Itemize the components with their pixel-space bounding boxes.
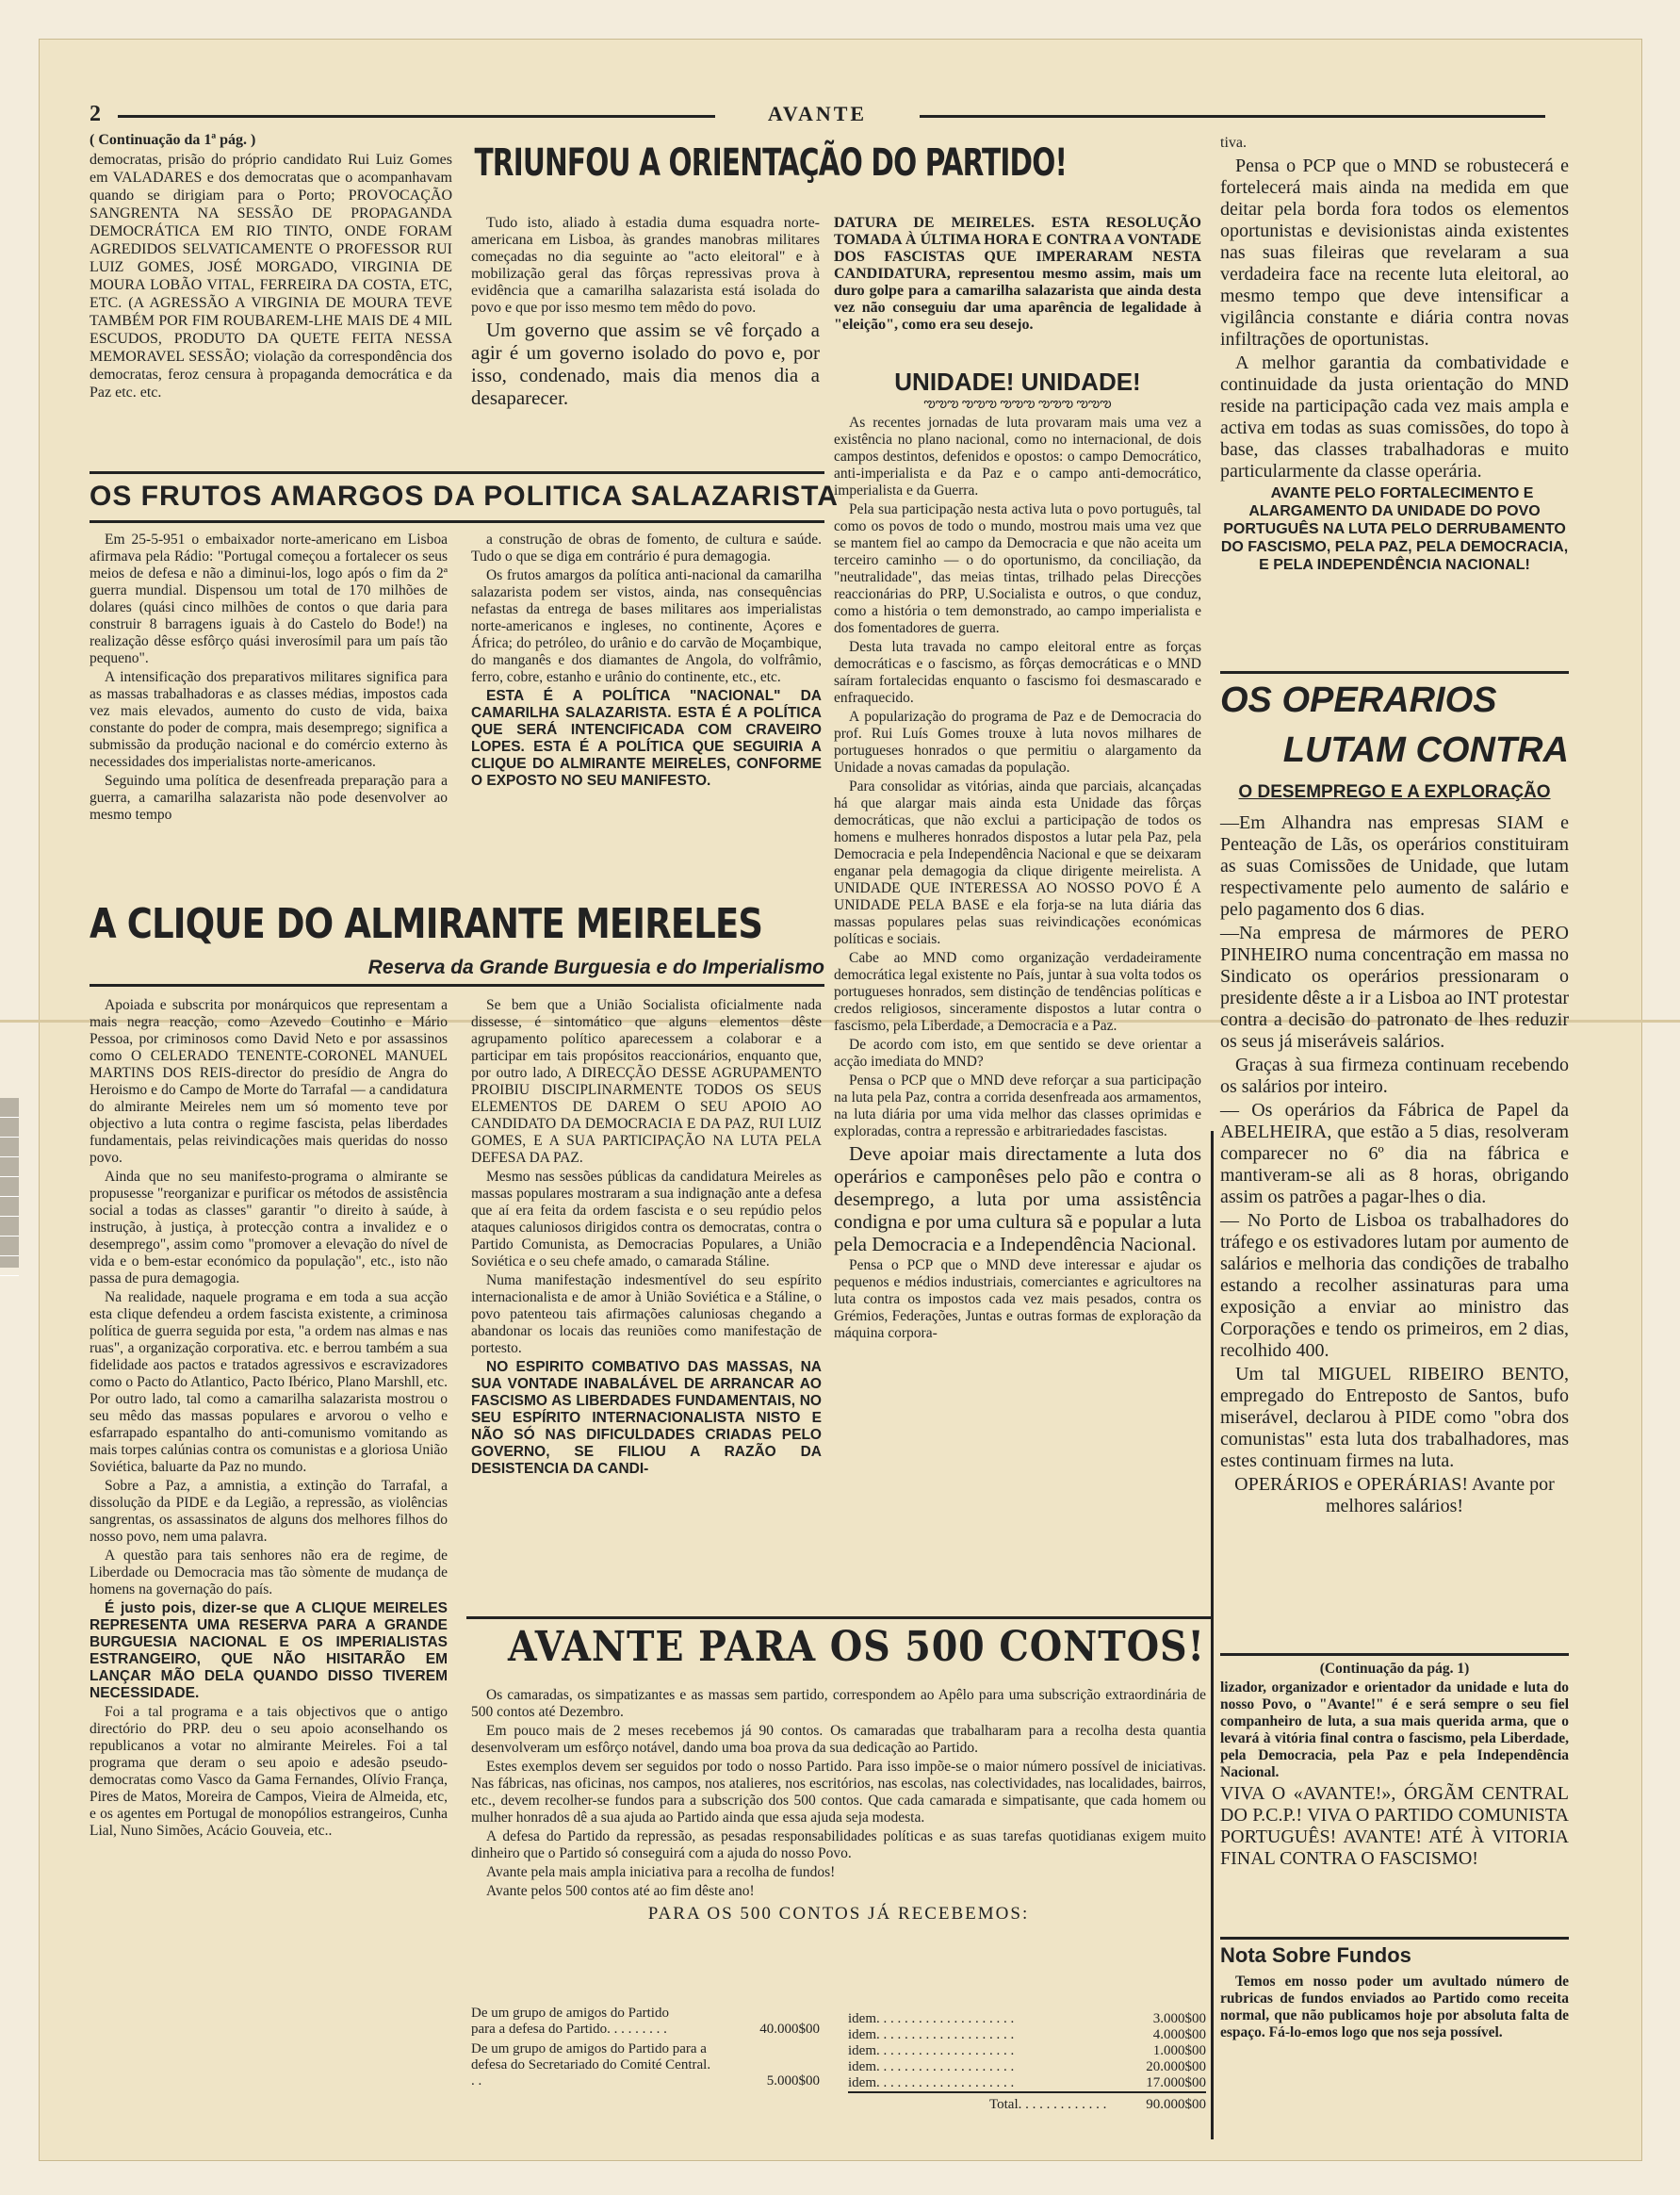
clique-col2 [471,997,822,1480]
total-label: Total. . . . . . . . . . . . . [989,2097,1107,2112]
total-row [848,2097,1206,2113]
unidade-p3: Desta luta travada no campo eleitoral entre as forças democráticas e o fascismo, as fôrças democráticas e o MND saíram fortalecidas enquanto o fascismo foi desmascarado e enfraquecido. [834,639,1201,706]
contos-received-title: PARA OS 500 CONTOS JÁ RECEBEMOS: [647,1904,1030,1924]
idem-amount: 3.000$00 [1152,2011,1206,2026]
idem-amount: 17.000$00 [1146,2075,1206,2090]
contos-p6: Avante pelos 500 contos até ao fim dêste ano! [486,1883,755,1899]
operarios-subhead: O DESEMPREGO E A EXPLORAÇÃO [1238,782,1551,802]
contos-p4: A defesa do Partido da repressão, as pesadas responsabilidades políticas e as suas tarefas quotidianas exigem muito dinheiro que o Partido só conseguirá com a ajuda do nosso Povo. [471,1828,1206,1861]
unidade-p9: Deve apoiar mais directamente a luta dos operários e camponêses pelo pão e contra o desemprego, a luta por uma assistência condigna e por uma cultura sã e popular a luta pela Democracia e a Independência Nacional. [834,1142,1201,1255]
clique-col1 [90,997,448,1842]
continuacao-column [1220,1661,1569,1872]
clique-subhead: Reserva da Grande Burguesia e do Imperialismo [367,957,824,978]
operarios-p1: —Em Alhandra nas empresas SIAM e Penteação de Lãs, os operários constituiram as suas Comissões de Unidade, que lutam respectivamente pelo aumento de salário e pelo pagamento dos 6 dias. [1220,812,1569,920]
scale-strip [0,1098,19,1268]
frutos-headline: OS FRUTOS AMARGOS DA POLITICA SALAZARISTA [90,481,839,512]
operarios-rule-top [1220,671,1569,674]
right-top-p2: A melhor garantia da combatividade e continuidade da justa orientação do MND reside na participação cada vez mais ampla e activa em todas as suas comissões, do topo à base, das classes trabalhadoras e muito particularmente da classe operária. [1220,352,1569,482]
left-top-article [90,132,452,403]
idem-label: idem. . . . . . . . . . . . . . . . . . . . [848,2059,1015,2074]
right-top-slogan: AVANTE PELO FORTALECIMENTO E ALARGAMENTO DA UNIDADE DO POVO PORTUGUÊS NA LUTA PELO DERRUBAMENTO DO FASCISMO, PELA PAZ, PELA DEMOCRACIA, E PELA INDEPENDÊNCIA NACIONAL! [1220,485,1569,573]
triunfou-col2-text: DATURA DE MEIRELES. ESTA RESOLUÇÃO TOMADA À ÚLTIMA HORA E CONTRA A VONTADE DOS FASCISTAS QUE IMPERARAM NESTA CANDIDATURA, representou mesmo assim, mais um duro golpe para a camarilha salazarista que ainda desta vez não conseguiu dar uma aparência de legalidade à "eleição", como era seu desejo. [834,215,1201,333]
clique-c2-p3: Numa manifestação indesmentível do seu espírito internacionalista e de amor à União Soviética e a Stáline, o povo patenteou tais afirmações caluniosas chegando a abandonar os locais das reuniões como manifestação de portesto. [471,1272,822,1356]
unidade-p10: Pensa o PCP que o MND deve interessar e ajudar os pequenos e médios industriais, comerciantes e agricultores na luta contra os impostos cada vez mais pesados, contra os Grémios, Federações, Juntas e outras formas de exploração da máquina corpora- [834,1257,1201,1341]
contos-p5: Avante pela mais ampla iniciativa para a recolha de fundos! [486,1864,836,1880]
donor-amount: 40.000$00 [759,2022,820,2037]
contos-headline: AVANTE PARA OS 500 CONTOS! [508,1623,1205,1671]
idem-amount: 1.000$00 [1152,2043,1206,2058]
contos-p3: Estes exemplos devem ser seguidos por todo o nosso Partido. Para isso impõe-se o maior número possível de iniciativas. Nas fábricas, nas oficinas, nos campos, nos atalieres, nos escritórios, nas escolas, nas colectividades, nas localidades, bairros, etc., devem recolher-se fundos para a subscrição dos 500 contos. Que cada camarada e simpatisante, que cada homem ou mulher honrados dê a sua ajuda ao Partido ainda que essa ajuda seja modesta. [471,1759,1206,1826]
idem-row [848,2027,1206,2043]
frutos-c2-bold: ESTA É A POLÍTICA "NACIONAL" DA CAMARILHA SALAZARISTA. ESTA É A POLÍTICA QUE SERÁ INTENCIFICADA COM CRAVEIRO LOPES. ESTA É A POLÍTICA QUE SEGUIRIA A CLIQUE DO ALMIRANTE MEIRELES, CONFORME O EXPOSTO NO SEU MANIFESTO. [471,688,822,789]
frutos-rule-bottom [90,520,824,523]
nota-rule [1220,1937,1569,1940]
contos-idem [848,2011,1206,2113]
unidade-p4: A popularização do programa de Paz e de Democracia do prof. Rui Luís Gomes trouxe à luta novos milhares de portugueses honrados o que permitiu o alargamento da Unidade a novas camadas da população. [834,709,1201,776]
continuation-label: ( Continuação da 1ª pág. ) [90,132,256,148]
clique-rule [90,984,824,987]
clique-c1-p2: Ainda que no seu manifesto-programa o almirante se propusesse "reorganizar e purificar os métodos de assistência social a todas as classes" garantir "o direito à saúde, à instrução, à justiça, à protecção contra a invalidez e o desemprego", assim como "promover a elevação do nível de vida e o bem-estar económico da população", etc., isto não passa de pura demagogia. [90,1169,448,1286]
triunfou-col2 [834,215,1201,336]
total-amount: 90.000$00 [1146,2097,1206,2112]
clique-c1-p3: Na realidade, naquele programa e em toda a sua acção esta clique defendeu a ordem fascista existente, a criminosa política de guerra seguida por esta, "a ordem nas almas e nas ruas", a organização corporativa. etc. e berrou também a sua fidelidade aos pactos e tratados agressivos e escravizadores como o Pacto do Atlantico, Pacto Ibérico, Plano Marshll, etc. Por outro lado, tal como a camarilha salazarista mostrou o seu mêdo das massas populares e arvorou o velho e esfarrapado espantalho do anti-comunismo vomitando as mais torpes calúnias contra os comunistas e a gloriosa União Soviética, baluarte da Paz no mundo. [90,1289,448,1475]
unidade-p8: Pensa o PCP que o MND deve reforçar a sua participação na luta pela Paz, contra a corrida desenfreada aos armamentos, na luta diária por uma vida melhor das classes oprimidas e exploradas, contra a repressão e arbitrariedades fascistas. [834,1073,1201,1139]
operarios-p5: — No Porto de Lisboa os trabalhadores do tráfego e os estivadores lutam por aumento de salários e melhoria das condições de trabalho estando a recolher assinaturas para uma exposição a enviar ao ministro das Corporações e tendo os primeiros, em 2 dias, recolhido 400. [1220,1210,1569,1361]
idem-amount: 20.000$00 [1146,2059,1206,2074]
clique-c2-p2: Mesmo nas sessões públicas da candidatura Meireles as massas populares mostraram a sua indignação ante a defesa que aí era feita da ordem fascista e o seu repúdio pelos ataques caluniosos dirigidos contra os democratas, contra o Partido Comunista, as Democracias Populares, a União Soviética e o seu chefe amado, o camarada Stáline. [471,1169,822,1269]
unidade-p6: Cabe ao MND como organização verdadeiramente democrática legal existente no País, juntar à sua volta todos os portugueses honrados, sem distinção de tendências políticas e credos religiosos, sinceramente dispostos a lutar contra o fascismo, pela Liberdade, a Democracia e a Paz. [834,950,1201,1034]
triunfou-col1-p1: Tudo isto, aliado à estadia duma esquadra norte-americana em Lisboa, às grandes manobras militares começadas no dia seguinte ao "acto eleitoral" e à mobilização geral das fôrças repressivas prova à evidência que a camarilha salazarista está isolada do povo e que por isso mesmo tem mêdo do povo. [471,215,820,316]
right-top-p0: tiva. [1220,135,1247,151]
operarios-headline-2: LUTAM CONTRA [1282,730,1569,770]
frutos-rule-top [90,471,824,474]
unidade-p2: Pela sua participação nesta activa luta o povo português, tal como os povos de todo o mundo, mostrou mais uma vez que se mantem fiel ao campo da Democracia e que não aceita um terceiro caminho — o do oportunismo, da conciliação, da "neutralidade", das meias tintas, trilhado pelas Direcções reaccionárias do PRP, U.Socialista e outros, o que conduz, como a história o tem demonstrado, ao campo imperialista e dos fomentadores de guerra. [834,501,1201,636]
donor-row [471,2006,820,2038]
contos-rule-top [466,1616,1211,1619]
page-number: 2 [90,102,101,126]
right-top-column [1220,132,1569,576]
continuacao-slogans: VIVA O «AVANTE!», ÓRGÃM CENTRAL DO P.C.P.! VIVA O PARTIDO COMUNISTA PORTUGUÊS! AVANTE! ATÉ À VITORIA FINAL CONTRA O FASCISMO! [1220,1783,1569,1869]
donor-row [471,2041,820,2089]
clique-c1-p4: Sobre a Paz, a amnistia, a extinção do Tarrafal, a dissolução da PIDE e da Legião, a repressão, as violências sangrentas, os assassinatos de alguns dos melhores filhos do nosso povo, nem uma palavra. [90,1478,448,1545]
right-top-p1: Pensa o PCP que o MND se robustecerá e fortelecerá mais ainda na medida em que deitar pela borda fora todos os elementos oportunistas e devisionistas ainda existentes nas suas fileiras que revelaram a sua verdadeira face na recente luta eleitoral, ao mesmo tempo que deve intensificar a vigilância constante e diária contra novas infiltrações de oportunistas. [1220,156,1569,350]
masthead-title: AVANTE [767,102,868,125]
nota-column [1220,1974,1569,2043]
triunfou-col2-p1 [834,215,1201,334]
operarios-column [1220,812,1569,1519]
operarios-headline-1: OS OPERARIOS [1220,680,1497,720]
operarios-p3: Graças à sua firmeza continuam recebendo os salários por inteiro. [1220,1055,1569,1097]
frutos-c1-p1: Em 25-5-951 o embaixador norte-americano em Lisboa afirmava pela Rádio: "Portugal começou a fortalecer os seus meios de defesa e não a diminui-los, logo após o fim da 2ª guerra mundial. Dispensou um total de 170 milhões de dolares (quási cinco milhões de contos o que daria para construir 8 barragens iguais à do Castelo do Bode!) na realização dêsse esfôrço quási inverosímil para um país tão pequeno". [90,532,448,666]
donor-amount: 5.000$00 [766,2073,820,2089]
contos-p1: Os camaradas, os simpatizantes e as massas sem partido, correspondem ao Apêlo para uma subscrição extraordinária de 500 contos até Dezembro. [471,1687,1206,1720]
clique-c2-p1: Se bem que a União Socialista oficialmente nada dissesse, é sintomático que alguns elementos dêste agrupamento político aparecessem a colaborar e a participar em tais propósitos reaccionários, enquanto que, por outro lado, A DIRECÇÃO DESSE AGRUPAMENTO PROIBIU DISCIPLINARMENTE TODOS OS SEUS ELEMENTOS DE DAREM O SEU APOIO AO CANDIDATO DA DEMOCRACIA E DA PAZ, RUI LUIZ GOMES, E A SUA PARTICIPAÇÃO NA LUTA PELA DEFESA DA PAZ. [471,997,822,1166]
triunfou-col1-p2: Um governo que assim se vê forçado a agir é um governo isolado do povo e, por isso, condenado, mais dia menos dia a desaparecer. [471,319,820,409]
idem-row [848,2043,1206,2059]
frutos-c1-p3: Seguindo uma política de desenfreada preparação para a guerra, a camarilha salazarista não pode desenvolver ao mesmo tempo [90,773,448,823]
frutos-c1-p2: A intensificação dos preparativos militares significa para as massas trabalhadoras e as classes médias, impostos cada vez mais elevados, aumento do custo de vida, baixa constante do poder de compra, mais desemprego; significa a submissão da produção nacional e do comércio externo às necessidades dos imperialistas norte-americanos. [90,669,448,770]
idem-label: idem. . . . . . . . . . . . . . . . . . . . [848,2011,1015,2026]
frutos-col1 [90,532,448,826]
idem-row [848,2075,1206,2093]
contos-p2: Em pouco mais de 2 meses recebemos já 90 contos. Os camaradas que trabalharam para a recolha desta quantia desenvolveram um esfôrço notável, dando uma boa prova da sua dedicação ao Partido. [471,1723,1206,1756]
frutos-c2-p1: a construção de obras de fomento, de cultura e saúde. Tudo o que se diga em contrário é pura demagogia. [471,532,822,565]
unidade-headline: UNIDADE! UNIDADE! [894,368,1141,396]
idem-row [848,2011,1206,2027]
operarios-p2: —Na empresa de mármores de PERO PINHEIRO numa concentração em massa no Sindicato os operários pressionaram o presidente dêste a ir a Lisboa ao INT protestar contra a decisão do patronato de lhes reduzir os seus já miseráveis salários. [1220,923,1569,1052]
clique-c1-p1: Apoiada e subscrita por monárquicos que representam a mais negra reacção, como Azevedo Coutinho e Mário Pessoa, por criminosos como David Neto e por assassinos como O CELERADO TENENTE-CORONEL MANUEL MARTINS DOS REIS-director do presídio de Angra do Heroismo e do Campo de Morte do Tarrafal — a candidatura do almirante Meireles nem um só momento teve por objectivo a luta contra o regime fascista, pelas liberdades fundamentais, pelas reivindicações mais queridas do nosso povo. [90,997,448,1166]
donor-label: De um grupo de amigos do Partido para a defesa do Partido. . . . . . . . . [471,2006,669,2037]
operarios-p6: Um tal MIGUEL RIBEIRO BENTO, empregado do Entreposto de Santos, bufo miserável, declarou à PIDE como "obra dos comunistas" esta luta dos trabalhadores, mas estes continuam firmes na luta. [1220,1364,1569,1471]
contos-column [471,1687,1206,1925]
frutos-c2-p2: Os frutos amargos da política anti-nacional da camarilha salazarista podem ser vistos, ainda, nas consequências nefastas da entrega de bases militares aos imperialistas norte-americanos e ingleses, no continente, Açores e África; do petróleo, do urânio e do carvão de Moçambique, do manganês e dos diamantes de Angola, do volfrâmio, ferro, cobre, estanho e urânio do continente, etc., etc. [471,567,822,685]
operarios-p7: OPERÁRIOS e OPERÁRIAS! Avante por melhores salários! [1234,1474,1555,1516]
masthead [90,102,1545,130]
triunfou-headline: TRIUNFOU A ORIENTAÇÃO DO PARTIDO! [474,141,1068,185]
continuacao-rule [1220,1653,1569,1656]
unidade-column [834,415,1201,1344]
unidade-ornament: ఌఌఌ ఌఌఌ ఌఌఌ ఌఌఌ ఌఌఌ [923,397,1112,411]
frutos-col2 [471,532,822,792]
unidade-p1: As recentes jornadas de luta provaram mais uma vez a existência no plano nacional, como no internacional, de dois campos destintos, defenidos e opostos: o campo Democrático, anti-imperialista e da Paz e o campo anti-democrático, imperialista e da Guerra. [834,415,1201,499]
operarios-p4: — Os operários da Fábrica de Papel da ABELHEIRA, que estão a 5 dias, resolveram comparecer no 6º dia na fábrica e mantiveram-se ali as 8 horas, obrigando assim os patrões a pagar-lhes o dia. [1220,1100,1569,1207]
nota-headline: Nota Sobre Fundos [1220,1943,1411,1967]
left-top-text: democratas, prisão do próprio candidato Rui Luiz Gomes em VALADARES e dos democratas que o acompanhavam quando se dirigiam para o Porto; PROVOCAÇÃO SANGRENTA NA SESSÃO DE PROPAGANDA DEMOCRÁTICA EM RIO TINTO, ONDE FORAM AGREDIDOS SELVATICAMENTE O PROFESSOR RUI LUIZ GOMES, JOSÉ MORGADO, VIRGINIA DE MOURA LOBÃO VITAL, FERREIRA DA COSTA, ETC, ETC. (A AGRESSÃO A VIRGINIA DE MOURA TEVE TAMBÉM POR FIM ROUBAREM-LHE MAIS DE 4 MIL ESCUDOS, PRODUTO DA QUETE FEITA NESSA MEMORAVEL SESSÃO; violação da correspondência dos democratas, feroz censura à propaganda democrática e da Paz etc. etc. [90,152,452,401]
clique-c2-bold: NO ESPIRITO COMBATIVO DAS MASSAS, NA SUA VONTADE INABALÁVEL DE ARRANCAR AO FASCISMO AS LIBERDADES FUNDAMENTAIS, NO SEU ESPÍRITO INTERNACIONALISTA NISTO E NÃO SÓ NAS DIFICULDADES CRIADAS PELO GOVERNO, SE FILIOU A RAZÃO DA DESISTENCIA DA CANDI- [471,1359,822,1477]
idem-label: idem. . . . . . . . . . . . . . . . . . . . [848,2027,1015,2042]
idem-row [848,2059,1206,2075]
idem-label: idem. . . . . . . . . . . . . . . . . . . . [848,2075,1015,2090]
unidade-p7: De acordo com isto, em que sentido se deve orientar a acção imediata do MND? [834,1037,1201,1070]
continuacao-label: (Continuação da pág. 1) [1319,1661,1470,1677]
contos-vrule [1211,1131,1214,2139]
unidade-p5: Para consolidar as vitórias, ainda que parciais, alcançadas há que alargar mais ainda esta Unidade das fôrças democráticas, que não exclui a participação de todos os homens e mulheres honrados dispostos a lutar pela Paz, pela Democracia e pela Independência Nacional e que se deixaram enganar pela demagogia da clique dirigente meirelista. A UNIDADE QUE INTERESSA AO NOSSO POVO É A UNIDADE PELA BASE e ela forja-se na luta diária das massas populares pelas suas reivindicações económicas políticas e sociais. [834,778,1201,947]
idem-label: idem. . . . . . . . . . . . . . . . . . . . [848,2043,1015,2058]
clique-c1-p7: Foi a tal programa e a tais objectivos que o antigo directório do PRP. deu o seu apoio aconselhando os republicanos a votar no almirante Meireles. Foi a tal programa que deram o seu apoio e adesão pseudo-democratas como Vasco da Gama Fernandes, Olívio França, Pires de Matos, Moreira de Campos, Vieira de Almeida, etc, e os agentes em Portugal de monopólios estrangeiros, Cunha Lial, Nuno Simões, Acácio Gouveia, etc.. [90,1704,448,1839]
clique-c1-p5: A questão para tais senhores não era de regime, de Liberdade ou Democracia mas tão sòmente de mudança de homens na governação do país. [90,1548,448,1597]
nota-text: Temos em nosso poder um avultado número de rubricas de fundos enviados ao Partido como receita normal, que não publicamos hoje por absoluta falta de espaço. Fá-lo-emos logo que nos seja possível. [1220,1974,1569,2040]
clique-c1-p6: É justo pois, dizer-se que A CLIQUE MEIRELES REPRESENTA UMA RESERVA PARA A GRANDE BURGUESIA NACIONAL E OS IMPERIALISTAS ESTRANGEIRO, QUE NÃO HISITARÃO EM LANÇAR MÃO DELA QUANDO DISSO TIVEREM NECESSIDADE. [90,1600,448,1701]
donor-label: De um grupo de amigos do Partido para a defesa do Secretariado do Comité Central. . . [471,2041,711,2089]
clique-headline: A CLIQUE DO ALMIRANTE MEIRELES [90,900,763,948]
idem-amount: 4.000$00 [1152,2027,1206,2042]
continuacao-text: lizador, organizador e orientador da unidade e luta do nosso Povo, o "Avante!" é e será sempre o seu fiel companheiro de luta, a sua mais querida arma, que o levará à vitória final contra o fascismo, pela Liberdade, pela Democracia, pela Paz e pela Independência Nacional. [1220,1679,1569,1780]
contos-donors [471,2006,820,2089]
triunfou-col1 [471,215,820,411]
